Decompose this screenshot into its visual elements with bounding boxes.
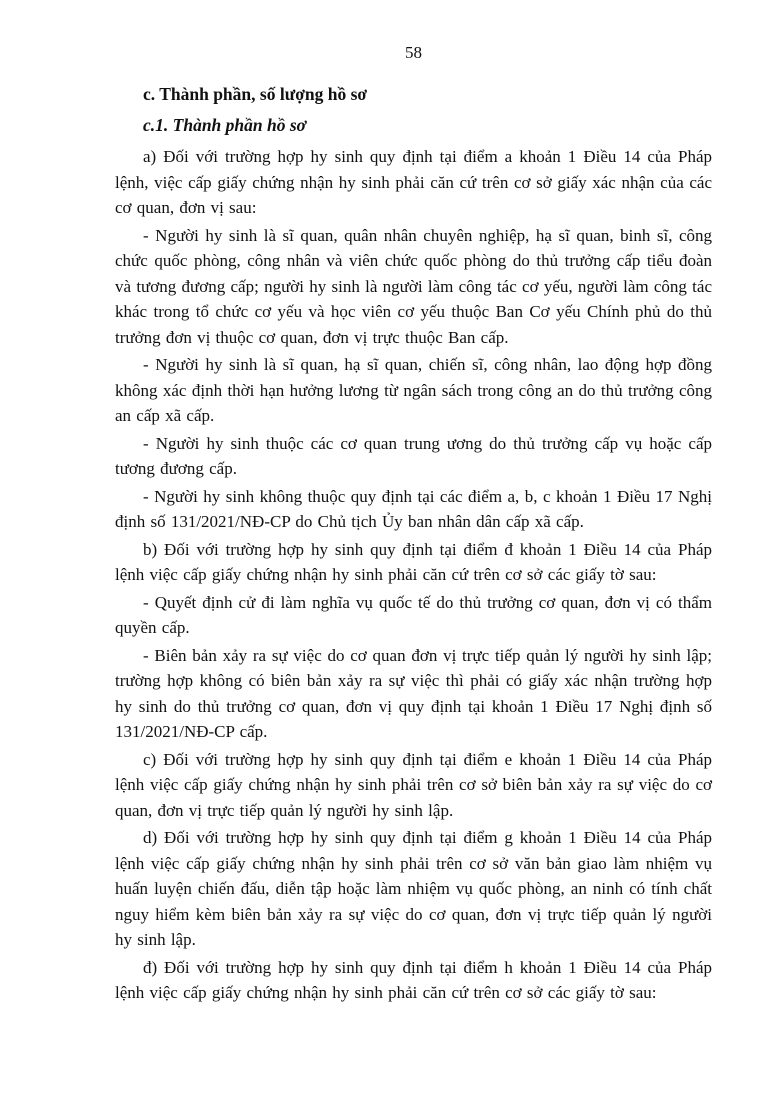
- document-body: [115, 144, 712, 1006]
- paragraph-bullet-6: - Biên bản xảy ra sự việc do cơ quan đơn vị trực tiếp quản lý người hy sinh lập; trường hợp không có biên bản xảy ra sự việc thì phải có giấy xác nhận trường hợp hy sinh do thủ trưởng cơ quan, đơn vị quy định tại khoản 1 Điều 17 Nghị định số 131/2021/NĐ-CP cấp.: [115, 645, 712, 741]
- paragraph-c: c) Đối với trường hợp hy sinh quy định tại điểm e khoản 1 Điều 14 của Pháp lệnh việc cấp giấy chứng nhận hy sinh phải trên cơ sở biên bản xảy ra sự việc do cơ quan, đơn vị trực tiếp quản lý người hy sinh lập.: [115, 749, 712, 820]
- subsection-heading: c.1. Thành phần hồ sơ: [143, 115, 307, 135]
- paragraph-bullet-3: - Người hy sinh thuộc các cơ quan trung ương do thủ trưởng cấp vụ hoặc cấp tương đương cấp.: [115, 433, 712, 478]
- paragraph-d: d) Đối với trường hợp hy sinh quy định tại điểm g khoản 1 Điều 14 của Pháp lệnh việc cấp giấy chứng nhận hy sinh phải trên cơ sở văn bản giao làm nhiệm vụ huấn luyện chiến đấu, diễn tập hoặc làm nhiệm vụ quốc phòng, an ninh có tính chất nguy hiểm kèm biên bản xảy ra sự việc do cơ quan, đơn vị trực tiếp quản lý người hy sinh lập.: [115, 828, 712, 949]
- paragraph-bullet-5: - Quyết định cử đi làm nghĩa vụ quốc tế do thủ trưởng cơ quan, đơn vị có thẩm quyền cấp.: [115, 592, 712, 637]
- page-number: 58: [405, 43, 422, 62]
- paragraph-a: a) Đối với trường hợp hy sinh quy định tại điểm a khoản 1 Điều 14 của Pháp lệnh, việc cấp giấy chứng nhận hy sinh phải căn cứ trên cơ sở giấy xác nhận của các cơ quan, đơn vị sau:: [115, 147, 712, 217]
- paragraph-bullet-1: - Người hy sinh là sĩ quan, quân nhân chuyên nghiệp, hạ sĩ quan, binh sĩ, công chức quốc phòng, công nhân và viên chức quốc phòng do thủ trưởng cấp tiểu đoàn và tương đương cấp; người hy sinh là người làm công tác cơ yếu, người làm công tác khác trong tổ chức cơ yếu và học viên cơ yếu thuộc Ban Cơ yếu Chính phủ do thủ trưởng đơn vị thuộc cơ quan, đơn vị trực thuộc Ban cấp.: [115, 225, 712, 347]
- paragraph-b: b) Đối với trường hợp hy sinh quy định tại điểm đ khoản 1 Điều 14 của Pháp lệnh việc cấp giấy chứng nhận hy sinh phải căn cứ trên cơ sở các giấy tờ sau:: [115, 539, 712, 584]
- paragraph-bullet-4: - Người hy sinh không thuộc quy định tại các điểm a, b, c khoản 1 Điều 17 Nghị định số 131/2021/NĐ-CP do Chủ tịch Ủy ban nhân dân cấp xã cấp.: [115, 486, 712, 531]
- section-heading: c. Thành phần, số lượng hồ sơ: [143, 84, 368, 104]
- paragraph-bullet-2: - Người hy sinh là sĩ quan, hạ sĩ quan, chiến sĩ, công nhân, lao động hợp đồng không xác định thời hạn hưởng lương từ ngân sách trong công an do thủ trưởng công an cấp xã cấp.: [115, 355, 712, 425]
- paragraph-dd: đ) Đối với trường hợp hy sinh quy định tại điểm h khoản 1 Điều 14 của Pháp lệnh việc cấp giấy chứng nhận hy sinh phải căn cứ trên cơ sở các giấy tờ sau:: [115, 957, 712, 1002]
